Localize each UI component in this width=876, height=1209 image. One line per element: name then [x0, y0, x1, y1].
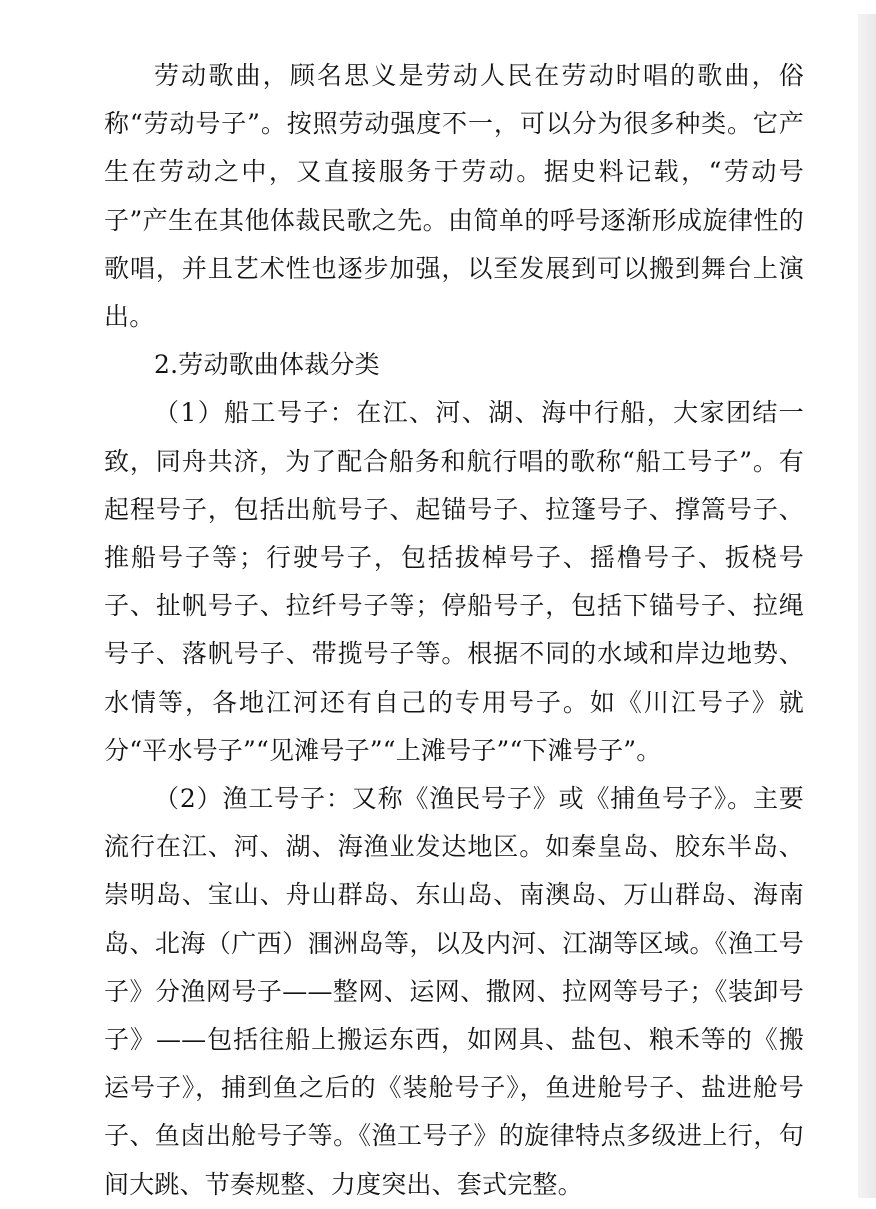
body-text — [104, 52, 804, 1209]
paragraph-boatman-chant: （1）船工号子：在江、河、湖、海中行船，大家团结一致，同舟共济，为了配合船务和航行唱的歌称“船工号子”。有起程号子，包括出航号子、起锚号子、拉篷号子、撑篙号子、推船号子等；行驶号子，包括拔棹号子、摇橹号子、扳桡号子、扯帆号子、拉纤号子等；停船号子，包括下锚号子、拉绳号子、落帆号子、带揽号子等。根据不同的水域和岸边地势、水情等，各地江河还有自己的专用号子。如《川江号子》就分“平水号子”“见滩号子”“上滩号子”“下滩号子”。 — [104, 398, 804, 765]
section-heading: 2.劳动歌曲体裁分类 — [154, 350, 380, 380]
page-edge-shadow — [858, 14, 876, 1198]
paragraph-fisherman-chant: （2）渔工号子：又称《渔民号子》或《捕鱼号子》。主要流行在江、河、湖、海渔业发达地区。如秦皇岛、胶东半岛、崇明岛、宝山、舟山群岛、东山岛、南澳岛、万山群岛、海南岛、北海（广西）涠洲岛等，以及内河、江湖等区域。《渔工号子》分渔网号子——整网、运网、撒网、拉网等号子；《装卸号子》——包括往船上搬运东西，如网具、盐包、粮禾等的《搬运号子》，捕到鱼之后的《装舱号子》，鱼进舱号子、盐进舱号子、鱼卤出舱号子等。《渔工号子》的旋律特点多级进上行，句间大跳、节奏规整、力度突出、套式完整。 — [104, 784, 804, 1199]
paragraph-intro: 劳动歌曲，顾名思义是劳动人民在劳动时唱的歌曲，俗称“劳动号子”。按照劳动强度不一，可以分为很多种类。它产生在劳动之中，又直接服务于劳动。据史料记载，“劳动号子”产生在其他体裁民歌之先。由简单的呼号逐渐形成旋律性的歌唱，并且艺术性也逐步加强，以至发展到可以搬到舞台上演出。 — [104, 61, 804, 332]
